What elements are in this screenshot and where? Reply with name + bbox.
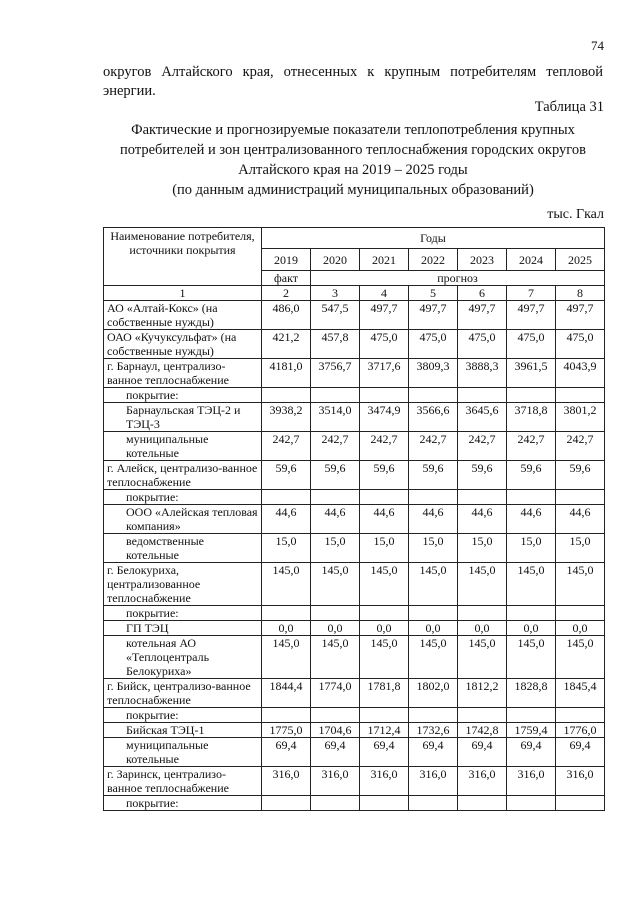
row-label: АО «Алтай-Кокс» (на собственные нужды) <box>104 301 262 330</box>
row-value: 44,6 <box>458 505 507 534</box>
row-value: 4181,0 <box>262 359 311 388</box>
header-year: 2021 <box>360 249 409 271</box>
header-name-cell: Наименование потребителя, источники покрытия <box>104 228 262 286</box>
table-row <box>104 330 605 359</box>
row-value: 15,0 <box>409 534 458 563</box>
row-value: 59,6 <box>311 461 360 490</box>
row-value <box>409 708 458 723</box>
row-value <box>262 606 311 621</box>
row-value: 316,0 <box>360 767 409 796</box>
row-value <box>360 388 409 403</box>
row-value: 3718,8 <box>507 403 556 432</box>
row-label: ООО «Алейская тепловая компания» <box>104 505 262 534</box>
row-value <box>458 490 507 505</box>
table-row <box>104 461 605 490</box>
row-value: 3645,6 <box>458 403 507 432</box>
row-value: 15,0 <box>262 534 311 563</box>
row-value <box>360 708 409 723</box>
row-value: 69,4 <box>409 738 458 767</box>
column-number: 3 <box>311 286 360 301</box>
row-value: 145,0 <box>311 636 360 679</box>
row-value: 1844,4 <box>262 679 311 708</box>
row-value: 1732,6 <box>409 723 458 738</box>
row-value: 145,0 <box>556 563 605 606</box>
row-value: 1845,4 <box>556 679 605 708</box>
table-row <box>104 388 605 403</box>
row-label: г. Барнаул, централизо-ванное теплоснабжение <box>104 359 262 388</box>
row-value: 69,4 <box>458 738 507 767</box>
row-value <box>507 796 556 811</box>
row-value: 316,0 <box>458 767 507 796</box>
row-value: 145,0 <box>360 636 409 679</box>
row-value: 3514,0 <box>311 403 360 432</box>
row-value: 475,0 <box>409 330 458 359</box>
table-row <box>104 636 605 679</box>
row-value: 59,6 <box>360 461 409 490</box>
row-value: 15,0 <box>311 534 360 563</box>
row-value: 497,7 <box>360 301 409 330</box>
row-value: 0,0 <box>409 621 458 636</box>
header-year: 2020 <box>311 249 360 271</box>
row-value <box>556 606 605 621</box>
column-number: 7 <box>507 286 556 301</box>
row-value: 242,7 <box>409 432 458 461</box>
row-value <box>556 796 605 811</box>
row-value: 69,4 <box>507 738 556 767</box>
row-value: 242,7 <box>458 432 507 461</box>
row-value: 15,0 <box>556 534 605 563</box>
units-label: тыс. Гкал <box>547 207 604 222</box>
row-value <box>507 708 556 723</box>
row-label: г. Бийск, централизо-ванное теплоснабжение <box>104 679 262 708</box>
row-value: 1704,6 <box>311 723 360 738</box>
row-value <box>311 490 360 505</box>
row-label: муниципальные котельные <box>104 738 262 767</box>
row-value: 3801,2 <box>556 403 605 432</box>
row-value: 0,0 <box>556 621 605 636</box>
header-years-label: Годы <box>262 228 605 249</box>
row-value: 1712,4 <box>360 723 409 738</box>
row-value <box>507 388 556 403</box>
row-value <box>262 796 311 811</box>
column-number: 4 <box>360 286 409 301</box>
row-value: 497,7 <box>458 301 507 330</box>
row-value <box>311 388 360 403</box>
row-value: 69,4 <box>360 738 409 767</box>
row-value <box>458 708 507 723</box>
row-value: 421,2 <box>262 330 311 359</box>
row-value <box>409 490 458 505</box>
row-value <box>409 606 458 621</box>
row-value <box>360 796 409 811</box>
row-value: 1812,2 <box>458 679 507 708</box>
row-value: 497,7 <box>409 301 458 330</box>
table-row <box>104 738 605 767</box>
row-value: 242,7 <box>360 432 409 461</box>
row-value: 316,0 <box>556 767 605 796</box>
column-number: 6 <box>458 286 507 301</box>
table-row <box>104 767 605 796</box>
row-value: 44,6 <box>507 505 556 534</box>
row-value: 3474,9 <box>360 403 409 432</box>
row-value: 145,0 <box>507 563 556 606</box>
row-value: 3717,6 <box>360 359 409 388</box>
row-value: 145,0 <box>262 563 311 606</box>
row-value: 316,0 <box>262 767 311 796</box>
table-caption <box>103 120 603 200</box>
row-value: 1759,4 <box>507 723 556 738</box>
row-value: 69,4 <box>311 738 360 767</box>
row-value: 316,0 <box>409 767 458 796</box>
table-row <box>104 359 605 388</box>
row-value: 3888,3 <box>458 359 507 388</box>
row-value: 3961,5 <box>507 359 556 388</box>
row-value: 1781,8 <box>360 679 409 708</box>
row-label: Барнаульская ТЭЦ-2 и ТЭЦ-3 <box>104 403 262 432</box>
row-label: муниципальные котельные <box>104 432 262 461</box>
heat-consumption-table <box>103 227 605 811</box>
row-value: 475,0 <box>507 330 556 359</box>
row-value: 15,0 <box>458 534 507 563</box>
column-numbers-row <box>104 286 605 301</box>
row-value: 497,7 <box>507 301 556 330</box>
row-value: 3566,6 <box>409 403 458 432</box>
row-value: 145,0 <box>409 636 458 679</box>
row-value: 316,0 <box>507 767 556 796</box>
column-number: 5 <box>409 286 458 301</box>
row-value: 69,4 <box>262 738 311 767</box>
caption-line-2: потребителей и зон централизованного теплоснабжения городских округов <box>120 142 586 158</box>
page-number: 74 <box>591 38 604 53</box>
table-row <box>104 606 605 621</box>
row-value: 0,0 <box>360 621 409 636</box>
table-row <box>104 534 605 563</box>
row-value <box>507 606 556 621</box>
row-value: 242,7 <box>507 432 556 461</box>
row-value <box>311 708 360 723</box>
row-value: 145,0 <box>409 563 458 606</box>
row-value: 145,0 <box>360 563 409 606</box>
row-value: 0,0 <box>458 621 507 636</box>
header-year: 2022 <box>409 249 458 271</box>
caption-line-3: Алтайского края на 2019 – 2025 годы <box>238 162 468 178</box>
row-value: 3756,7 <box>311 359 360 388</box>
header-fact: факт <box>262 271 311 286</box>
caption-line-4: (по данным администраций муниципальных образований) <box>172 182 534 198</box>
row-value: 1828,8 <box>507 679 556 708</box>
row-value: 44,6 <box>262 505 311 534</box>
column-number: 8 <box>556 286 605 301</box>
row-value: 475,0 <box>360 330 409 359</box>
header-year: 2025 <box>556 249 605 271</box>
row-value: 242,7 <box>556 432 605 461</box>
column-number: 1 <box>104 286 262 301</box>
row-value: 59,6 <box>507 461 556 490</box>
row-label: ОАО «Кучуксульфат» (на собственные нужды) <box>104 330 262 359</box>
row-label: ГП ТЭЦ <box>104 621 262 636</box>
row-label: г. Алейск, централизо-ванное теплоснабжение <box>104 461 262 490</box>
row-value: 242,7 <box>262 432 311 461</box>
row-value: 59,6 <box>458 461 507 490</box>
row-value: 457,8 <box>311 330 360 359</box>
table-row <box>104 490 605 505</box>
intro-paragraph: округов Алтайского края, отнесенных к крупным потребителям тепловой энергии. <box>103 64 603 99</box>
row-value: 44,6 <box>409 505 458 534</box>
header-year: 2024 <box>507 249 556 271</box>
row-value <box>360 606 409 621</box>
row-value: 497,7 <box>556 301 605 330</box>
row-value: 316,0 <box>311 767 360 796</box>
row-label: покрытие: <box>104 796 262 811</box>
row-label: покрытие: <box>104 708 262 723</box>
row-value: 1776,0 <box>556 723 605 738</box>
row-value: 242,7 <box>311 432 360 461</box>
row-value <box>262 388 311 403</box>
table-row <box>104 621 605 636</box>
row-value: 145,0 <box>556 636 605 679</box>
row-value: 145,0 <box>507 636 556 679</box>
row-value: 44,6 <box>311 505 360 534</box>
row-value <box>556 388 605 403</box>
row-label: котельная АО «Теплоцентраль Белокуриха» <box>104 636 262 679</box>
row-value: 547,5 <box>311 301 360 330</box>
header-year: 2023 <box>458 249 507 271</box>
row-value <box>458 388 507 403</box>
table-row <box>104 796 605 811</box>
row-value <box>311 606 360 621</box>
table-row <box>104 679 605 708</box>
row-value <box>409 796 458 811</box>
caption-line-1: Фактические и прогнозируемые показатели теплопотребления крупных <box>131 122 575 138</box>
row-value: 3938,2 <box>262 403 311 432</box>
row-value: 145,0 <box>311 563 360 606</box>
row-value: 1742,8 <box>458 723 507 738</box>
table-row <box>104 708 605 723</box>
row-value <box>458 796 507 811</box>
row-label: покрытие: <box>104 606 262 621</box>
row-value: 4043,9 <box>556 359 605 388</box>
row-value <box>262 708 311 723</box>
row-value: 59,6 <box>409 461 458 490</box>
table-row <box>104 403 605 432</box>
row-label: ведомственные котельные <box>104 534 262 563</box>
row-value <box>556 708 605 723</box>
table-row <box>104 563 605 606</box>
row-value: 3809,3 <box>409 359 458 388</box>
row-value: 1802,0 <box>409 679 458 708</box>
column-number: 2 <box>262 286 311 301</box>
row-value <box>458 606 507 621</box>
row-value <box>311 796 360 811</box>
row-value: 475,0 <box>458 330 507 359</box>
row-value: 145,0 <box>458 563 507 606</box>
table-row <box>104 301 605 330</box>
header-year: 2019 <box>262 249 311 271</box>
row-value: 0,0 <box>311 621 360 636</box>
row-value: 1774,0 <box>311 679 360 708</box>
row-label: покрытие: <box>104 490 262 505</box>
row-label: покрытие: <box>104 388 262 403</box>
table-row <box>104 432 605 461</box>
row-value: 15,0 <box>507 534 556 563</box>
table-label: Таблица 31 <box>534 99 604 115</box>
row-label: г. Белокуриха, централизованное теплоснабжение <box>104 563 262 606</box>
row-value: 475,0 <box>556 330 605 359</box>
row-value <box>409 388 458 403</box>
row-value: 0,0 <box>262 621 311 636</box>
row-value: 59,6 <box>262 461 311 490</box>
row-label: г. Заринск, централизо-ванное теплоснабжение <box>104 767 262 796</box>
row-value: 59,6 <box>556 461 605 490</box>
row-value: 1775,0 <box>262 723 311 738</box>
table-row <box>104 505 605 534</box>
header-forecast: прогноз <box>311 271 605 286</box>
table-row <box>104 723 605 738</box>
row-value: 69,4 <box>556 738 605 767</box>
row-value <box>556 490 605 505</box>
row-value: 44,6 <box>556 505 605 534</box>
row-label: Бийская ТЭЦ-1 <box>104 723 262 738</box>
row-value <box>360 490 409 505</box>
row-value: 145,0 <box>458 636 507 679</box>
row-value <box>507 490 556 505</box>
row-value <box>262 490 311 505</box>
row-value: 15,0 <box>360 534 409 563</box>
row-value: 0,0 <box>507 621 556 636</box>
row-value: 145,0 <box>262 636 311 679</box>
row-value: 44,6 <box>360 505 409 534</box>
row-value: 486,0 <box>262 301 311 330</box>
